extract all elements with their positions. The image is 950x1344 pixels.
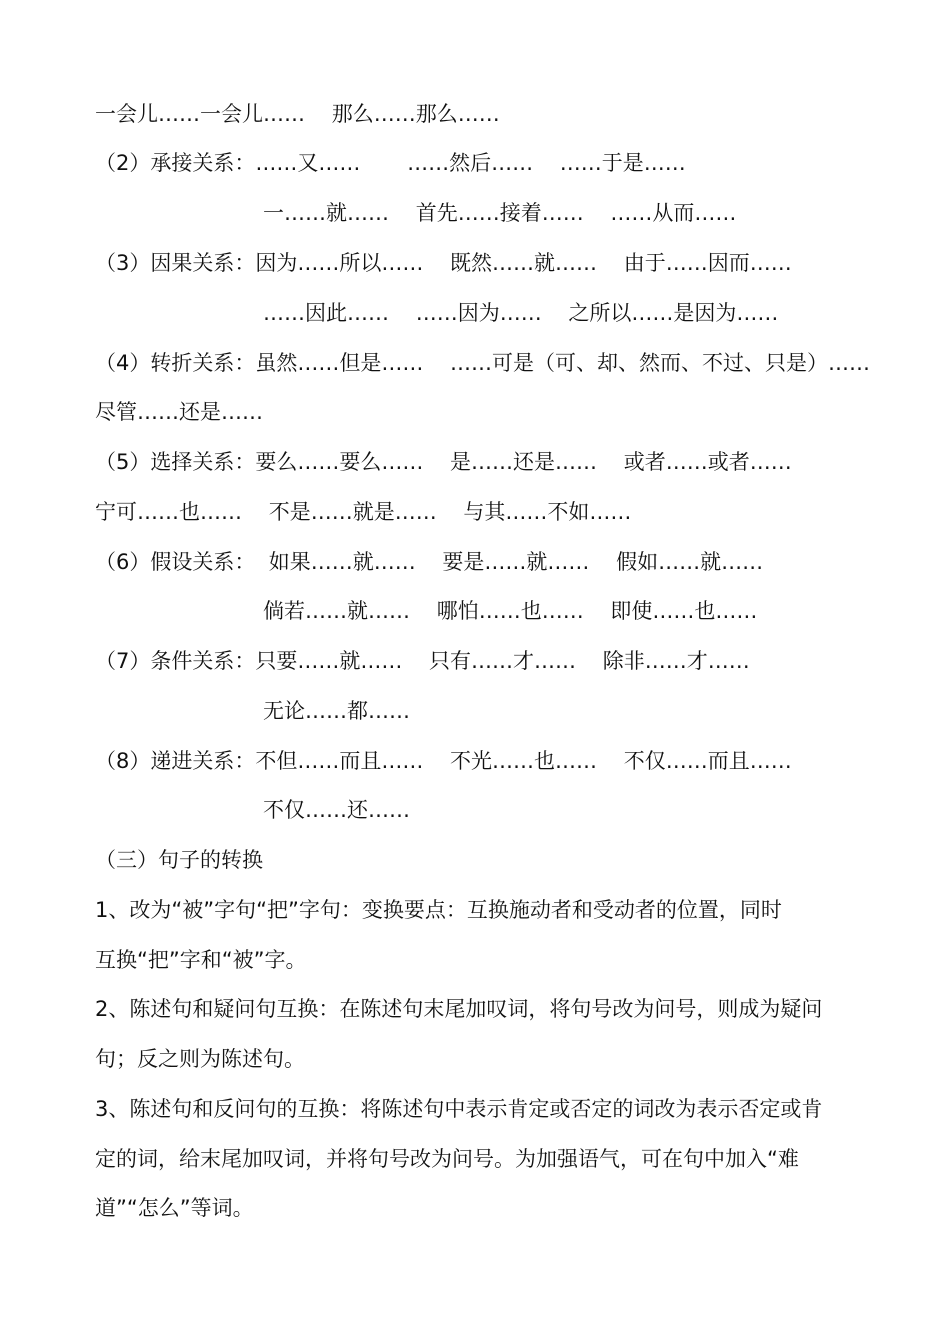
text-line: 句；反之则为陈述句。	[95, 1047, 305, 1071]
text-line: （5）选择关系：要么……要么…… 是……还是…… 或者……或者……	[95, 450, 792, 474]
text-line: 倘若……就…… 哪怕……也…… 即使……也……	[263, 599, 758, 623]
text-line: （7）条件关系：只要……就…… 只有……才…… 除非……才……	[95, 649, 750, 673]
text-line: （8）递进关系：不但……而且…… 不光……也…… 不仅……而且……	[95, 749, 792, 773]
text-line: （6）假设关系： 如果……就…… 要是……就…… 假如……就……	[95, 550, 764, 574]
text-line: 宁可……也…… 不是……就是…… 与其……不如……	[95, 500, 632, 524]
text-line: 不仅……还……	[263, 798, 410, 822]
text-line: 定的词，给末尾加叹词，并将句号改为问号。为加强语气，可在句中加入“难	[95, 1147, 799, 1171]
text-line: （3）因果关系：因为……所以…… 既然……就…… 由于……因而……	[95, 251, 792, 275]
text-line: 尽管……还是……	[95, 400, 263, 424]
text-line: 一……就…… 首先……接着…… ……从而……	[263, 201, 737, 225]
text-line: 1、改为“被”字句“把”字句：变换要点：互换施动者和受动者的位置，同时	[95, 898, 782, 922]
text-line: 3、陈述句和反问句的互换：将陈述句中表示肯定或否定的词改为表示否定或肯	[95, 1097, 823, 1121]
text-line: 无论……都……	[263, 699, 410, 723]
text-line: 一会儿……一会儿…… 那么……那么……	[95, 102, 500, 126]
text-line: （2）承接关系：……又…… ……然后…… ……于是……	[95, 151, 686, 175]
text-line: 互换“把”字和“被”字。	[95, 948, 307, 972]
text-line: 2、陈述句和疑问句互换：在陈述句末尾加叹词，将句号改为问号，则成为疑问	[95, 997, 823, 1021]
section-heading: （三）句子的转换	[95, 848, 263, 872]
text-line: （4）转折关系：虽然……但是…… ……可是（可、却、然而、不过、只是）……	[95, 351, 871, 375]
text-line: ……因此…… ……因为…… 之所以……是因为……	[263, 301, 779, 325]
text-line: 道”“怎么”等词。	[95, 1196, 254, 1220]
